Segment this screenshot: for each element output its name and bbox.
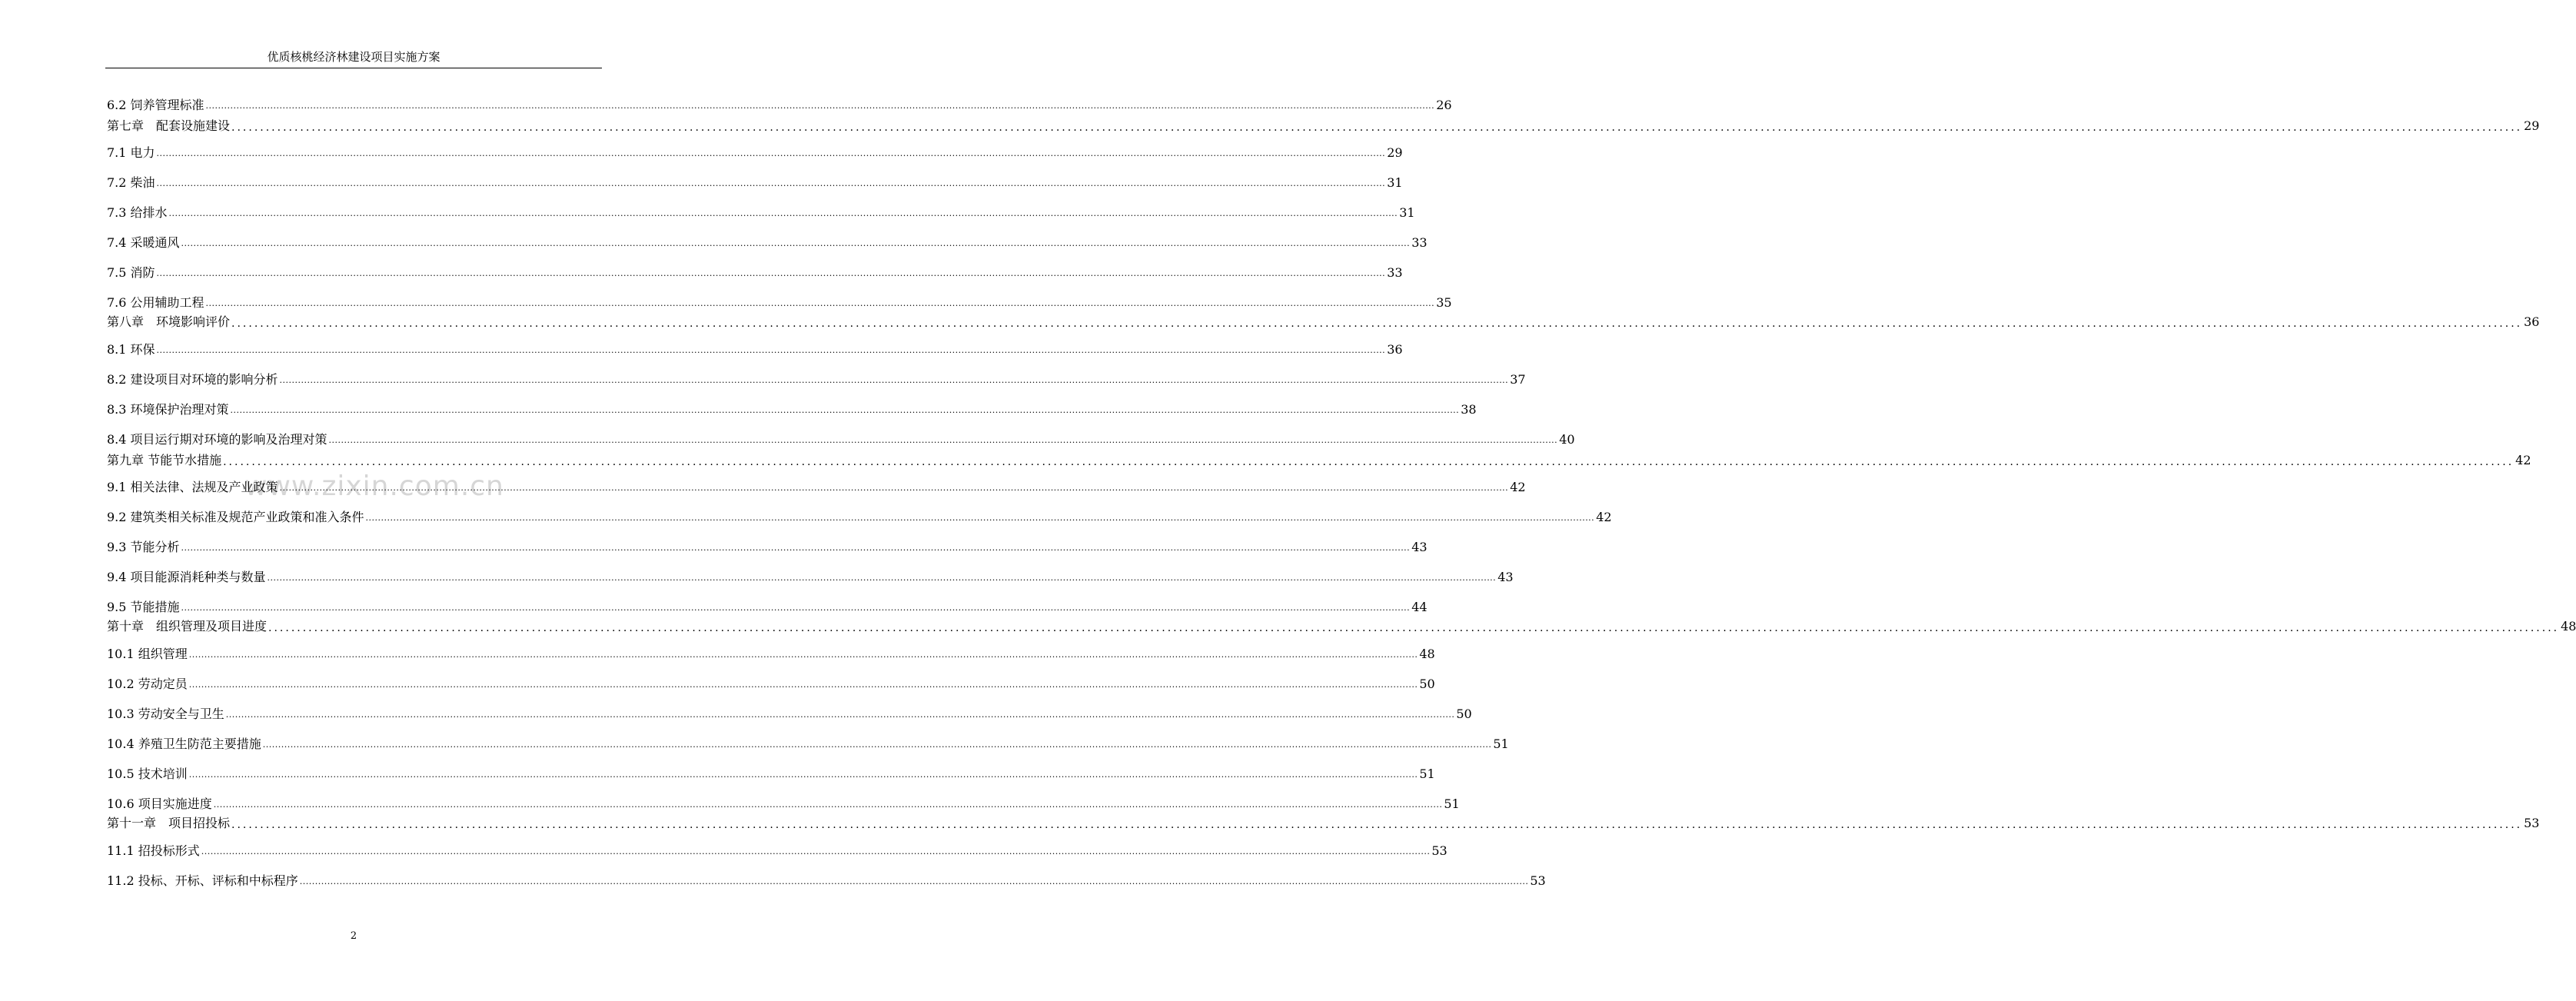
toc-entry-title: 第七章 配套设施建设 — [107, 118, 231, 133]
toc-dot-leader: ................................................................................................................................................................................................................................................................................................................................................................................................................ — [279, 483, 1509, 493]
toc-entry-title: 8.3 环境保护治理对策 — [107, 402, 229, 417]
toc-dot-leader: ................................................................................................................................................................................................................................................................................................................................................................................................................ — [205, 298, 1435, 308]
toc-section-entry[interactable] — [107, 175, 1403, 191]
toc-section-entry[interactable] — [107, 796, 1460, 813]
toc-entry-title: 10.1 组织管理 — [107, 647, 188, 661]
toc-entry-title: 7.1 电力 — [107, 145, 155, 160]
toc-dot-leader: ................................................................................................................................................................................................................................................................................................................................................................................................................ — [223, 456, 2515, 468]
toc-section-entry[interactable] — [107, 294, 1452, 311]
toc-section-entry[interactable] — [107, 341, 1403, 358]
toc-section-entry[interactable] — [107, 736, 1509, 753]
toc-section-entry[interactable] — [107, 843, 1448, 860]
toc-dot-leader: ................................................................................................................................................................................................................................................................................................................................................................................................................ — [299, 876, 1529, 886]
toc-page-number: 42 — [1510, 480, 1526, 494]
toc-page-number: 48 — [1419, 647, 1435, 661]
toc-page-number: 38 — [1461, 402, 1477, 417]
toc-dot-leader: ................................................................................................................................................................................................................................................................................................................................................................................................................ — [231, 318, 2523, 330]
toc-section-entry[interactable] — [107, 539, 1428, 556]
toc-entry-title: 8.2 建设项目对环境的影响分析 — [107, 372, 278, 387]
toc-dot-leader: ................................................................................................................................................................................................................................................................................................................................................................................................................ — [201, 846, 1431, 856]
toc-page-number: 29 — [1387, 145, 1403, 160]
toc-page-number: 42 — [1596, 510, 1612, 524]
toc-page-number: 37 — [1510, 372, 1526, 387]
toc-section-entry[interactable] — [107, 97, 1452, 114]
toc-section-entry[interactable] — [107, 599, 1428, 616]
toc-entry-title: 7.5 消防 — [107, 265, 155, 280]
toc-entry-title: 10.4 养殖卫生防范主要措施 — [107, 737, 261, 751]
toc-section-entry[interactable] — [107, 766, 1435, 783]
toc-chapter-entry[interactable] — [107, 618, 2576, 635]
toc-dot-leader: ................................................................................................................................................................................................................................................................................................................................................................................................................ — [205, 101, 1435, 111]
toc-section-entry[interactable] — [107, 676, 1435, 693]
toc-chapter-entry[interactable] — [107, 815, 2540, 832]
toc-dot-leader: ................................................................................................................................................................................................................................................................................................................................................................................................................ — [181, 543, 1411, 553]
toc-section-entry[interactable] — [107, 264, 1403, 281]
toc-page-number: 36 — [2524, 314, 2540, 329]
toc-dot-leader: ................................................................................................................................................................................................................................................................................................................................................................................................................ — [213, 800, 1443, 810]
toc-entry-title: 9.3 节能分析 — [107, 540, 180, 554]
toc-dot-leader: ................................................................................................................................................................................................................................................................................................................................................................................................................ — [188, 770, 1418, 780]
toc-page-number: 48 — [2561, 619, 2576, 634]
toc-section-entry[interactable] — [107, 509, 1612, 526]
toc-entry-title: 11.1 招投标形式 — [107, 843, 200, 858]
toc-dot-leader: ................................................................................................................................................................................................................................................................................................................................................................................................................ — [156, 148, 1386, 158]
toc-page-number: 51 — [1444, 796, 1460, 811]
toc-section-entry[interactable] — [107, 873, 1546, 890]
toc-dot-leader: ................................................................................................................................................................................................................................................................................................................................................................................................................ — [156, 345, 1386, 355]
toc-chapter-entry[interactable] — [107, 314, 2540, 331]
toc-entry-title: 第九章 节能节水措施 — [107, 453, 222, 467]
toc-section-entry[interactable] — [107, 401, 1477, 418]
toc-page-number: 31 — [1387, 175, 1403, 190]
toc-page-number: 53 — [1431, 843, 1448, 858]
toc-page-number: 29 — [2524, 118, 2540, 133]
toc-page-number: 36 — [1387, 342, 1403, 357]
page-number: 2 — [350, 930, 357, 942]
toc-dot-leader: ................................................................................................................................................................................................................................................................................................................................................................................................................ — [262, 740, 1492, 750]
toc-entry-title: 7.2 柴油 — [107, 175, 155, 190]
toc-entry-title: 6.2 饲养管理标准 — [107, 98, 204, 112]
toc-page-number: 33 — [1387, 265, 1403, 280]
toc-page-number: 42 — [2515, 453, 2531, 467]
toc-page-number: 44 — [1411, 600, 1428, 614]
toc-dot-leader: ................................................................................................................................................................................................................................................................................................................................................................................................................ — [365, 513, 1595, 523]
toc-entry-title: 第十章 组织管理及项目进度 — [107, 619, 268, 634]
toc-section-entry[interactable] — [107, 234, 1428, 251]
toc-entry-title: 10.5 技术培训 — [107, 767, 188, 781]
toc-entry-title: 第十一章 项目招投标 — [107, 816, 231, 830]
toc-entry-title: 11.2 投标、开标、评标和中标程序 — [107, 873, 298, 888]
toc-entry-title: 8.4 项目运行期对环境的影响及治理对策 — [107, 432, 327, 447]
toc-page-number: 43 — [1411, 540, 1428, 554]
toc-section-entry[interactable] — [107, 646, 1435, 663]
toc-entry-title: 10.3 劳动安全与卫生 — [107, 707, 224, 721]
toc-entry-title: 9.2 建筑类相关标准及规范产业政策和准入条件 — [107, 510, 364, 524]
toc-entry-title: 7.3 给排水 — [107, 205, 168, 220]
toc-page-number: 35 — [1436, 295, 1452, 310]
toc-entry-title: 9.5 节能措施 — [107, 600, 180, 614]
toc-dot-leader: ................................................................................................................................................................................................................................................................................................................................................................................................................ — [231, 819, 2523, 831]
toc-page-number: 43 — [1497, 570, 1514, 584]
toc-section-entry[interactable] — [107, 569, 1514, 586]
toc-page-number: 50 — [1419, 677, 1435, 691]
toc-entry-title: 9.1 相关法律、法规及产业政策 — [107, 480, 278, 494]
toc-dot-leader: ................................................................................................................................................................................................................................................................................................................................................................................................................ — [328, 435, 1558, 445]
toc-dot-leader: ................................................................................................................................................................................................................................................................................................................................................................................................................ — [181, 603, 1411, 613]
toc-entry-title: 7.6 公用辅助工程 — [107, 295, 204, 310]
toc-chapter-entry[interactable] — [107, 452, 2531, 469]
toc-section-entry[interactable] — [107, 479, 1526, 496]
toc-page-number: 31 — [1399, 205, 1415, 220]
toc-dot-leader: ................................................................................................................................................................................................................................................................................................................................................................................................................ — [181, 238, 1411, 248]
toc-page-number: 53 — [2524, 816, 2540, 830]
toc-section-entry[interactable] — [107, 431, 1575, 448]
toc-page-number: 51 — [1493, 737, 1509, 751]
toc-section-entry[interactable] — [107, 145, 1403, 161]
toc-page-number: 53 — [1530, 873, 1546, 888]
toc-dot-leader: ................................................................................................................................................................................................................................................................................................................................................................................................................ — [230, 405, 1460, 415]
toc-section-entry[interactable] — [107, 371, 1526, 388]
toc-dot-leader: ................................................................................................................................................................................................................................................................................................................................................................................................................ — [267, 573, 1497, 583]
toc-page-number: 51 — [1419, 767, 1435, 781]
toc-dot-leader: ................................................................................................................................................................................................................................................................................................................................................................................................................ — [168, 208, 1398, 218]
toc-section-entry[interactable] — [107, 706, 1472, 723]
toc-chapter-entry[interactable] — [107, 118, 2540, 135]
toc-dot-leader: ................................................................................................................................................................................................................................................................................................................................................................................................................ — [231, 121, 2523, 134]
toc-dot-leader: ................................................................................................................................................................................................................................................................................................................................................................................................................ — [279, 375, 1509, 385]
toc-entry-title: 第八章 环境影响评价 — [107, 314, 231, 329]
toc-entry-title: 10.2 劳动定员 — [107, 677, 188, 691]
toc-page-number: 50 — [1456, 707, 1472, 721]
toc-dot-leader: ................................................................................................................................................................................................................................................................................................................................................................................................................ — [188, 650, 1418, 660]
toc-dot-leader: ................................................................................................................................................................................................................................................................................................................................................................................................................ — [225, 710, 1455, 720]
toc-page-number: 33 — [1411, 235, 1428, 250]
watermark-text: www.zixin.com.cn — [244, 471, 504, 502]
toc-dot-leader: ................................................................................................................................................................................................................................................................................................................................................................................................................ — [268, 622, 2560, 634]
toc-page-number: 26 — [1436, 98, 1452, 112]
toc-entry-title: 7.4 采暖通风 — [107, 235, 180, 250]
document-title: 优质核桃经济林建设项目实施方案 — [267, 50, 440, 64]
toc-section-entry[interactable] — [107, 205, 1415, 221]
toc-dot-leader: ................................................................................................................................................................................................................................................................................................................................................................................................................ — [188, 680, 1418, 690]
toc-dot-leader: ................................................................................................................................................................................................................................................................................................................................................................................................................ — [156, 178, 1386, 188]
toc-page-number: 40 — [1559, 432, 1575, 447]
toc-dot-leader: ................................................................................................................................................................................................................................................................................................................................................................................................................ — [156, 268, 1386, 278]
toc-entry-title: 9.4 项目能源消耗种类与数量 — [107, 570, 266, 584]
toc-entry-title: 10.6 项目实施进度 — [107, 796, 212, 811]
toc-entry-title: 8.1 环保 — [107, 342, 155, 357]
